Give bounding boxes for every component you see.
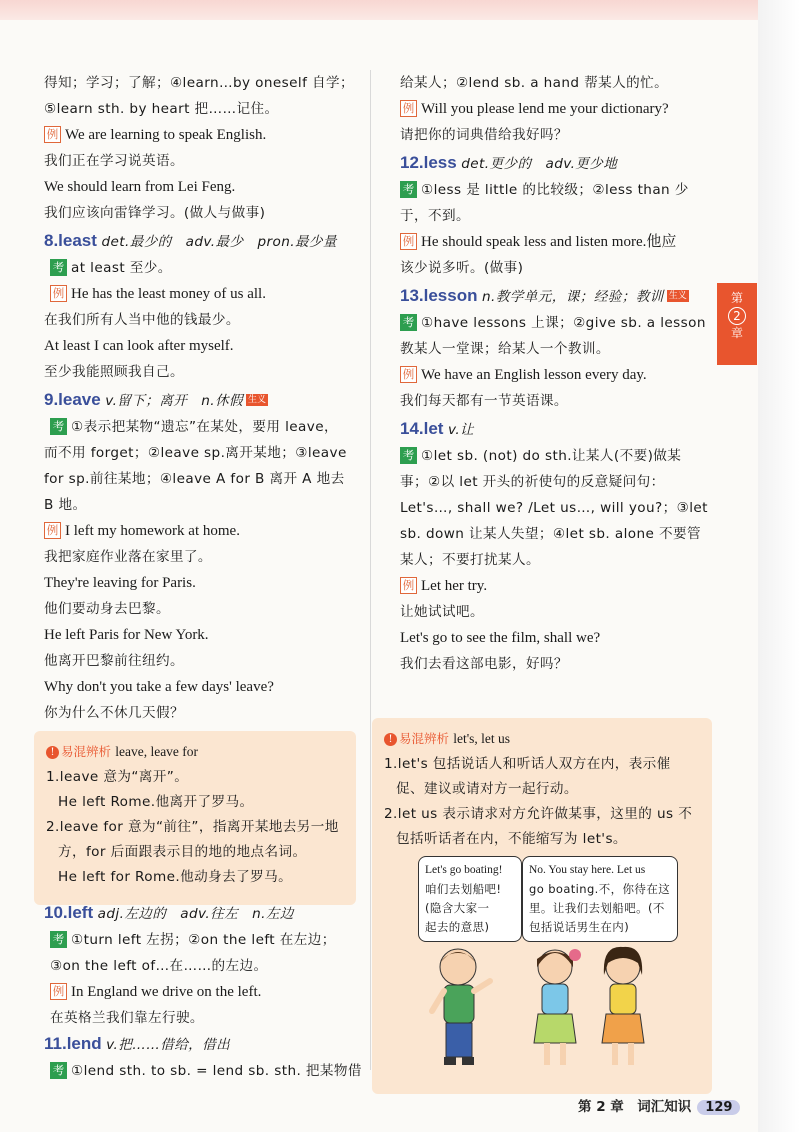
example-sentence: We should learn from Lei Feng. [44, 179, 236, 195]
girl-illustration-1 [520, 945, 590, 1075]
exam-point: ①let sb. (not) do sth.让某人(不要)做某 [421, 448, 682, 464]
example-sentence: He left Paris for New York. [44, 627, 209, 643]
exam-point: 某人；不要打扰某人。 [400, 552, 540, 568]
exam-badge: 考 [50, 1062, 67, 1079]
translation: 我把家庭作业落在家里了。 [44, 549, 212, 565]
text-line: ⑤learn sth. by heart 把……记住。 [44, 101, 279, 117]
example-sentence: We are learning to speak English. [65, 127, 267, 143]
part-of-speech: det.更少的 adv.更少地 [461, 156, 618, 172]
chapter-tab-number: 2 [728, 307, 746, 325]
example-sentence: At least I can look after myself. [44, 338, 234, 354]
box-words: let's, let us [453, 731, 511, 746]
box-words: leave, leave for [115, 744, 199, 759]
exam-point: ③on the left of…在……的左边。 [50, 958, 268, 974]
speech-bubble-boy [418, 856, 522, 942]
example-sentence: They're leaving for Paris. [44, 575, 196, 591]
bubble-text: go boating.不，你待在这 [529, 882, 671, 896]
box-text: 2.leave for 意为“前往”，指离开某地去另一地 [46, 819, 339, 835]
new-meaning-tag: 生义 [248, 395, 267, 405]
left-column-bottom [44, 900, 362, 1084]
entry-word: 13.lesson [400, 286, 478, 305]
bubble-text: 起去的意思) [425, 920, 490, 934]
girl-illustration-2 [588, 945, 658, 1075]
translation: 我们应该向雷锋学习。(做人与做事) [44, 205, 266, 221]
exam-badge: 考 [50, 259, 67, 276]
chapter-label: 第 2 章 词汇知识 [578, 1099, 692, 1115]
example-badge: 例 [400, 233, 417, 250]
example-badge: 例 [50, 285, 67, 302]
translation: 至少我能照顾我自己。 [44, 364, 184, 380]
box-text: 1.let's 包括说话人和听话人双方在内，表示催 [384, 756, 671, 772]
example-sentence: Will you please lend me your dictionary? [421, 101, 669, 117]
exam-point: ①表示把某物“遗忘”在某处，要用 leave， [71, 419, 338, 435]
example-sentence: We have an English lesson every day. [421, 367, 647, 383]
box-example: He left Rome.他离开了罗马。 [58, 794, 254, 810]
part-of-speech: v.把……借给，借出 [106, 1037, 231, 1053]
box-example: He left for Rome.他动身去了罗马。 [58, 869, 293, 885]
translation: 该少说多听。(做事) [400, 260, 524, 276]
entry-word: 8.least [44, 231, 97, 250]
chapter-tab-text-2: 章 [730, 326, 743, 340]
translation: 我们去看这部电影，好吗？ [400, 656, 568, 672]
example-badge: 例 [44, 126, 61, 143]
bubble-text: 咱们去划船吧! [425, 882, 502, 896]
entry-word: 10.left [44, 903, 94, 922]
bubble-text: 里。让我们去划船吧。(不 [529, 901, 665, 915]
exam-point: 而不用 forget；②leave sp.离开某地；③leave [44, 445, 347, 461]
part-of-speech: adj.左边的 adv.往左 n.左边 [97, 906, 294, 922]
exam-badge: 考 [400, 181, 417, 198]
part-of-speech: v.留下；离开 n.休假 [105, 393, 243, 409]
translation: 他们要动身去巴黎。 [44, 601, 170, 617]
box-text: 2.let us 表示请求对方允许做某事，这里的 us 不 [384, 806, 693, 822]
exam-badge: 考 [400, 447, 417, 464]
exam-point: at least 至少。 [71, 260, 172, 276]
example-badge: 例 [50, 983, 67, 1000]
example-sentence: He should speak less and listen more.他应 [421, 234, 677, 250]
example-badge: 例 [44, 522, 61, 539]
entry-word: 9.leave [44, 390, 101, 409]
speech-bubble-girl [522, 856, 678, 942]
example-sentence: I left my homework at home. [65, 523, 240, 539]
translation: 请把你的词典借给我好吗？ [400, 127, 568, 143]
exam-badge: 考 [50, 931, 67, 948]
page-number: 129 [697, 1100, 740, 1115]
bubble-text: 包括说话男生在内) [529, 920, 630, 934]
example-sentence: Let's go to see the film, shall we? [400, 630, 601, 646]
chapter-tab-text-1: 第 [730, 291, 743, 305]
box-text: 包括听话者在内，不能缩写为 let's。 [396, 831, 627, 847]
boy-illustration [420, 945, 500, 1075]
exam-point: B 地。 [44, 497, 87, 513]
box-title: 易混辨析 [399, 731, 450, 746]
translation: 你为什么不休几天假？ [44, 705, 184, 721]
translation: 我们每天都有一节英语课。 [400, 393, 568, 409]
text-line: 得知；学习；了解；④learn…by oneself 自学； [44, 75, 354, 91]
exam-badge: 考 [50, 418, 67, 435]
exam-point: ①turn left 左拐；②on the left 在左边； [71, 932, 336, 948]
box-text: 促、建议或请对方一起行动。 [396, 781, 578, 797]
exam-point: 事；②以 let 开头的祈使句的反意疑问句： [400, 474, 665, 490]
exam-badge: 考 [400, 314, 417, 331]
example-sentence: Why don't you take a few days' leave? [44, 679, 274, 695]
translation: 在英格兰我们靠左行驶。 [50, 1010, 204, 1026]
new-meaning-tag: 生义 [668, 291, 687, 301]
exam-point: 于，不到。 [400, 208, 470, 224]
bubble-text: Let's go boating! [425, 864, 503, 876]
entry-word: 14.let [400, 419, 444, 438]
text-line: 给某人；②lend sb. a hand 帮某人的忙。 [400, 75, 669, 91]
example-sentence: Let her try. [421, 578, 488, 594]
box-text: 方，for 后面跟表示目的地的地点名词。 [58, 844, 307, 860]
confusion-box-leave [34, 731, 356, 905]
part-of-speech: det.最少的 adv.最少 pron.最少量 [101, 234, 337, 250]
translation: 我们正在学习说英语。 [44, 153, 184, 169]
exam-point: Let's…, shall we? /Let us…, will you?；③let [400, 500, 708, 516]
part-of-speech: v.让 [448, 422, 475, 438]
box-text: 1.leave 意为“离开”。 [46, 769, 189, 785]
entry-word: 12.less [400, 153, 457, 172]
right-column [400, 70, 708, 677]
part-of-speech: n.教学单元，课；经验；教训 [482, 289, 664, 305]
page-edge [758, 0, 800, 1132]
warning-icon: ! [384, 733, 397, 746]
exam-point: sb. down 让某人失望；④let sb. alone 不要管 [400, 526, 701, 542]
page-footer [578, 1095, 740, 1115]
exam-point: 教某人一堂课；给某人一个教训。 [400, 341, 610, 357]
example-sentence: He has the least money of us all. [71, 286, 266, 302]
top-color-band [0, 0, 760, 20]
exam-point: ①less 是 little 的比较级；②less than 少 [421, 182, 689, 198]
bubble-text: No. You stay here. Let us [529, 864, 646, 876]
example-badge: 例 [400, 577, 417, 594]
exam-point: for sp.前往某地；④leave A for B 离开 A 地去 [44, 471, 345, 487]
translation: 在我们所有人当中他的钱最少。 [44, 312, 240, 328]
translation: 他离开巴黎前往纽约。 [44, 653, 184, 669]
exam-point: ①lend sth. to sb. = lend sb. sth. 把某物借 [71, 1063, 362, 1079]
column-divider [370, 70, 371, 1070]
example-badge: 例 [400, 100, 417, 117]
bubble-text: (隐含大家一 [425, 901, 490, 915]
chapter-tab [717, 283, 757, 365]
exam-point: ①have lessons 上课；②give sb. a lesson [421, 315, 706, 331]
entry-word: 11.lend [44, 1034, 102, 1053]
warning-icon: ! [46, 746, 59, 759]
example-badge: 例 [400, 366, 417, 383]
translation: 让她试试吧。 [400, 604, 484, 620]
example-sentence: In England we drive on the left. [71, 984, 262, 1000]
box-title: 易混辨析 [61, 744, 112, 759]
left-column [44, 70, 356, 726]
